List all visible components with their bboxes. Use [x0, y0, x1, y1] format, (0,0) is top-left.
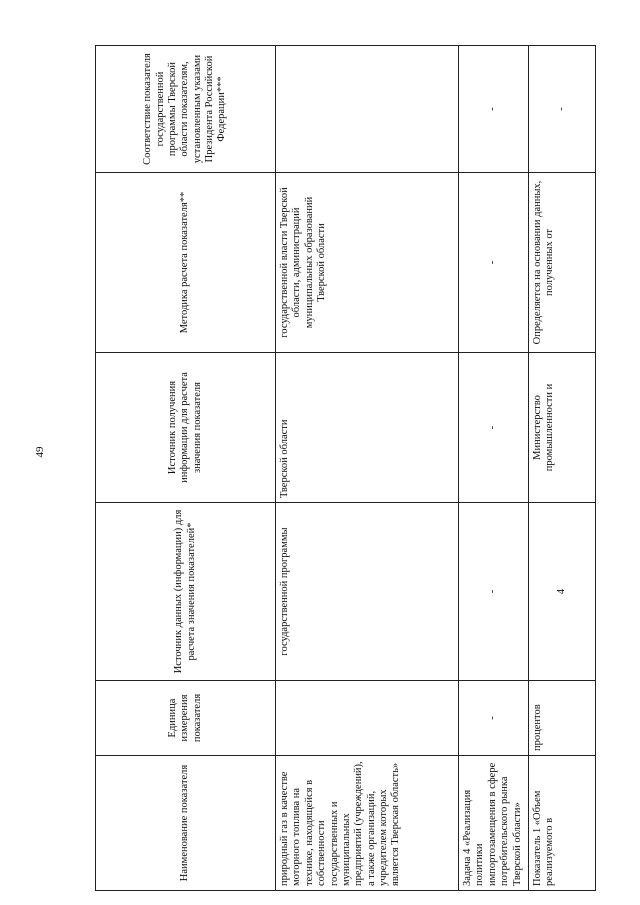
cell-info-source: - [459, 353, 529, 503]
header-unit: Единица измерения показателя [96, 681, 276, 756]
header-method: Методика расчета показателя** [96, 173, 276, 353]
header-name: Наименование показателя [96, 756, 276, 891]
header-compliance: Соответствие показателя государственной программы Тверской области показателям, установленным указами Президента Российской Федерации*** [96, 46, 276, 173]
cell-unit [276, 681, 459, 756]
cell-info-source: Тверской области [276, 353, 459, 503]
page-number: 49 [34, 446, 46, 458]
table-row [529, 46, 596, 891]
header-data-source: Источник данных (информации) для расчета значения показателей* [96, 503, 276, 681]
cell-unit: процентов [529, 681, 596, 756]
cell-compliance: - [459, 46, 529, 173]
table-row [276, 46, 459, 891]
cell-info-source: Министерство промышленности и [529, 353, 596, 503]
cell-compliance [276, 46, 459, 173]
cell-data-source: - [459, 503, 529, 681]
cell-unit: - [459, 681, 529, 756]
table-row [459, 46, 529, 891]
cell-name: природный газ в качестве моторного топлива на технике, находящейся в собственности государственных и муниципальных предприятий (учреждений), а также организаций, учредителем которых является Тверская область» [276, 756, 459, 891]
table-header-row [96, 46, 276, 891]
cell-method: государственной власти Тверской области, администраций муниципальных образований Тверской области [276, 173, 459, 353]
header-info-source: Источник получения информации для расчета значения показателя [96, 353, 276, 503]
rotated-table-wrapper [95, 46, 570, 891]
cell-data-source: 4 [529, 503, 596, 681]
cell-data-source: государственной программы [276, 503, 459, 681]
cell-method: Определяется на основании данных, полученных от [529, 173, 596, 353]
cell-name: Задача 4 «Реализация политики импортозамещения в сфере потребительского рынка Тверской области» [459, 756, 529, 891]
cell-method: - [459, 173, 529, 353]
indicators-table [95, 45, 596, 891]
cell-compliance: - [529, 46, 596, 173]
cell-name: Показатель 1 «Объем реализуемого в [529, 756, 596, 891]
